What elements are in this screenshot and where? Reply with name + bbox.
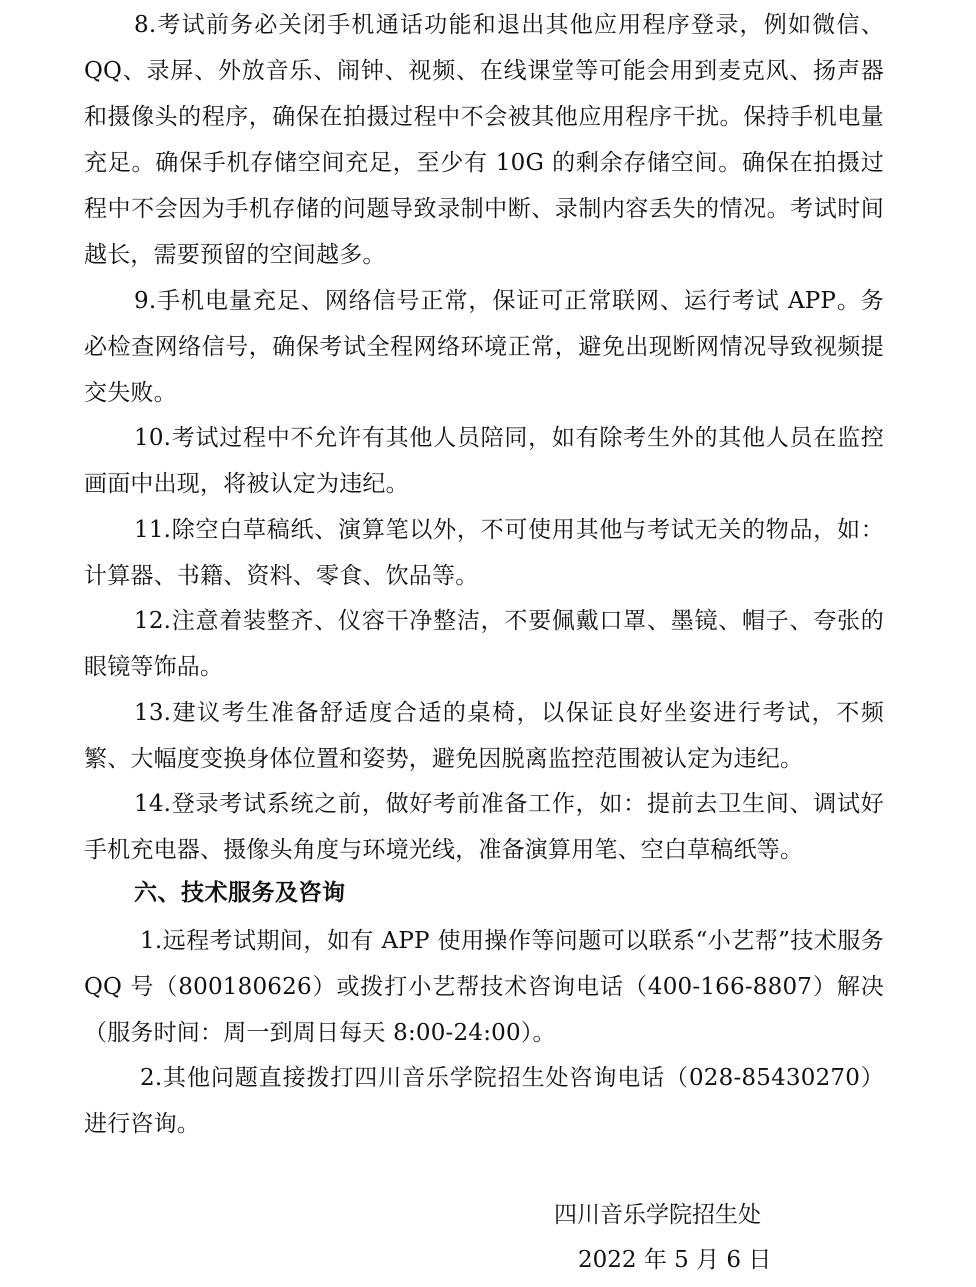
- paragraph-item-9: 9.手机电量充足、网络信号正常，保证可正常联网、运行考试 APP。务必检查网络信号，确保考试全程网络环境正常，避免出现断网情况导致视频提交失败。: [84, 288, 884, 406]
- paragraph-item-13: 13.建议考生准备舒适度合适的桌椅，以保证良好坐姿进行考试，不频繁、大幅度变换身体位置和姿势，避免因脱离监控范围被认定为违纪。: [84, 700, 884, 772]
- paragraph-item-14: 14.登录考试系统之前，做好考前准备工作，如：提前去卫生间、调试好手机充电器、摄像头角度与环境光线，准备演算用笔、空白草稿纸等。: [84, 791, 884, 863]
- paragraph-item-8: 8.考试前务必关闭手机通话功能和退出其他应用程序登录，例如微信、QQ、录屏、外放音乐、闹钟、视频、在线课堂等可能会用到麦克风、扬声器和摄像头的程序，确保在拍摄过程中不会被其他应用程序干扰。保持手机电量充足。确保手机存储空间充足，至少有 10G 的剩余存储空间。确保在拍摄过程中不会因为手机存储的问题导致录制中断、录制内容丢失的情况。考试时间越长，需要预留的空间越多。: [84, 12, 884, 268]
- paragraph-item-10: 10.考试过程中不允许有其他人员陪同，如有除考生外的其他人员在监控画面中出现，将被认定为违纪。: [84, 425, 884, 497]
- paragraph-item-12: 12.注意着装整齐、仪容干净整洁，不要佩戴口罩、墨镜、帽子、夸张的眼镜等饰品。: [84, 608, 884, 680]
- service-item-2: 2.其他问题直接拨打四川音乐学院招生处咨询电话（028-85430270）进行咨询。: [84, 1065, 884, 1137]
- section-heading: 六、技术服务及咨询: [134, 879, 346, 906]
- paragraph-item-11: 11.除空白草稿纸、演算笔以外，不可使用其他与考试无关的物品，如：计算器、书籍、资料、零食、饮品等。: [84, 517, 884, 589]
- service-item-1: 1.远程考试期间，如有 APP 使用操作等问题可以联系“小艺帮”技术服务 QQ 号（800180626）或拨打小艺帮技术咨询电话（400-166-8807）解决（服务时间：周一到周日每天 8:00-24:00）。: [84, 928, 884, 1046]
- signature-org: 四川音乐学院招生处: [554, 1202, 761, 1228]
- signature-date: 2022 年 5 月 6 日: [578, 1247, 772, 1273]
